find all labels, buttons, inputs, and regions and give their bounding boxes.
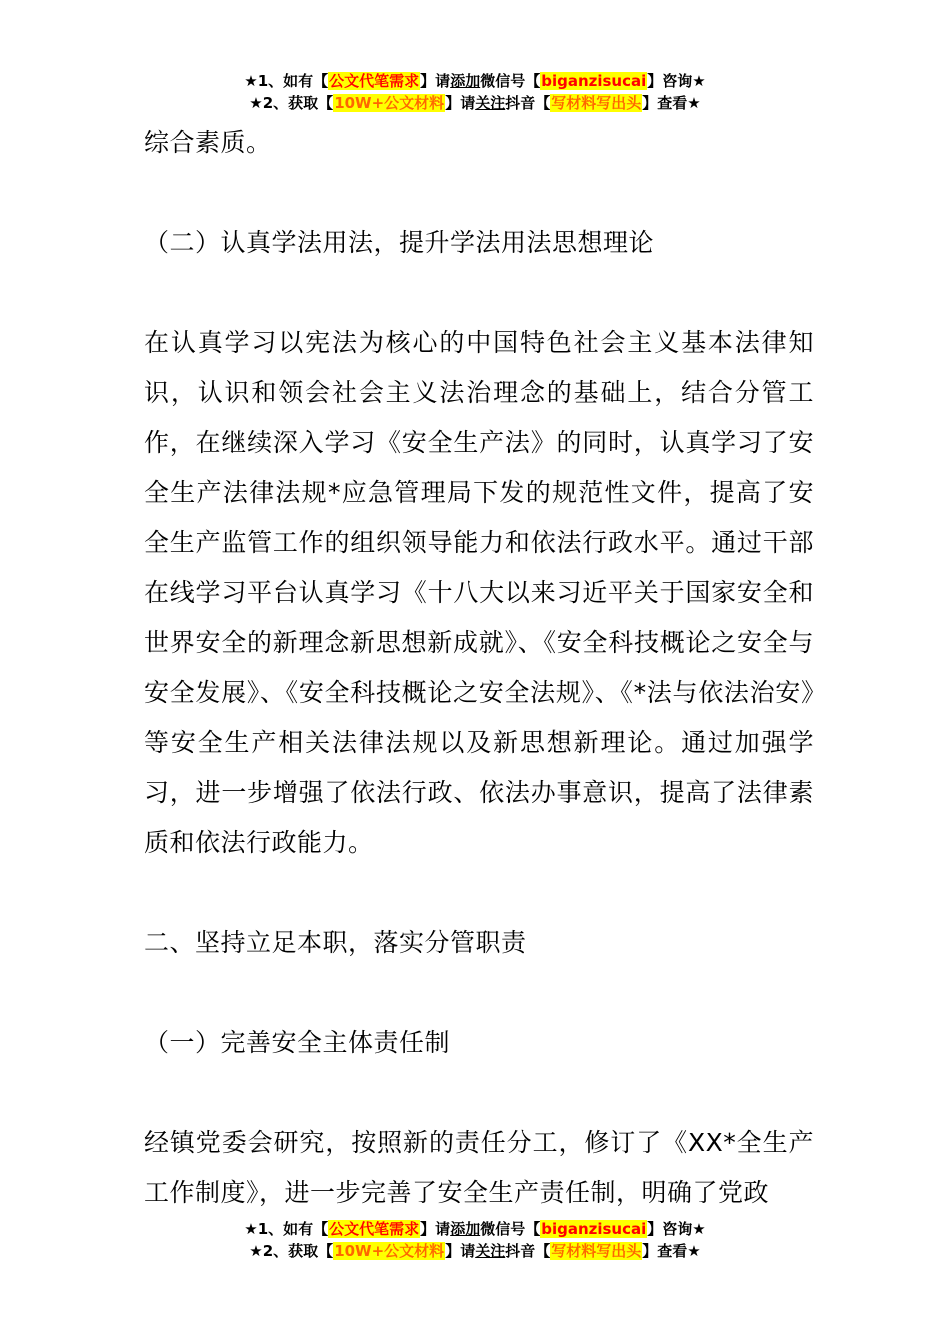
- section-heading: （一）完善安全主体责任制: [144, 1028, 451, 1057]
- banner-text: 】请: [445, 1242, 476, 1260]
- banner-highlight: 10W+公文材料: [334, 1242, 445, 1260]
- banner-line-1: [0, 70, 950, 92]
- spacer: [144, 1068, 814, 1118]
- banner-text: 】请: [420, 72, 451, 90]
- banner-text: ★2、获取【: [249, 94, 334, 112]
- banner-text: 】查看★: [642, 1242, 701, 1260]
- banner-text: 抖音【: [505, 94, 551, 112]
- header-banner: [0, 70, 950, 114]
- paragraph: 在认真学习以宪法为核心的中国特色社会主义基本法律知识，认识和领会社会主义法治理念的基础上，结合分管工作，在继续深入学习《安全生产法》的同时，认真学习了安全生产法律法规*应急管理局下发的规范性文件，提高了安全生产监管工作的组织领导能力和依法行政水平。通过干部在线学习平台认真学习《十八大以来习近平关于国家安全和世界安全的新理念新思想新成就》、《安全科技概论之安全与安全发展》、《安全科技概论之安全法规》、《*法与依法治安》等安全生产相关法律法规以及新思想新理论。通过加强学习，进一步增强了依法行政、依法办事意识，提高了法律素质和依法行政能力。: [144, 328, 814, 857]
- banner-line-1: [0, 1218, 950, 1240]
- banner-underline-text: 关注: [475, 94, 506, 112]
- banner-text: 】咨询★: [647, 72, 706, 90]
- banner-line-2: [0, 92, 950, 114]
- banner-text: 】请: [445, 94, 476, 112]
- banner-highlight: biganzisucai: [541, 72, 647, 90]
- banner-highlight: 10W+公文材料: [334, 94, 445, 112]
- banner-underline-text: 添加: [450, 72, 481, 90]
- banner-text: ★1、如有【: [244, 1220, 329, 1238]
- banner-highlight: 写材料写出头: [551, 94, 642, 112]
- footer-banner: [0, 1218, 950, 1262]
- banner-text: 微信号【: [480, 72, 541, 90]
- banner-text: 】请: [420, 1220, 451, 1238]
- spacer: [144, 168, 814, 218]
- spacer: [144, 868, 814, 918]
- banner-highlight: 公文代笔需求: [329, 72, 420, 90]
- banner-underline-text: 添加: [450, 1220, 481, 1238]
- document-body: [144, 118, 814, 1218]
- banner-text: ★2、获取【: [249, 1242, 334, 1260]
- banner-text: 抖音【: [505, 1242, 551, 1260]
- section-heading: （二）认真学法用法，提升学法用法思想理论: [144, 228, 655, 257]
- paragraph: 经镇党委会研究，按照新的责任分工，修订了《XX*全生产工作制度》，进一步完善了安全生产责任制，明确了党政: [144, 1128, 814, 1207]
- section-heading: 二、坚持立足本职，落实分管职责: [144, 928, 527, 957]
- banner-underline-text: 关注: [475, 1242, 506, 1260]
- banner-highlight: 写材料写出头: [551, 1242, 642, 1260]
- banner-highlight: biganzisucai: [541, 1220, 647, 1238]
- banner-line-2: [0, 1240, 950, 1262]
- spacer: [144, 268, 814, 318]
- paragraph: 综合素质。: [144, 128, 272, 157]
- banner-text: 】查看★: [642, 94, 701, 112]
- banner-text: 】咨询★: [647, 1220, 706, 1238]
- banner-text: ★1、如有【: [244, 72, 329, 90]
- spacer: [144, 968, 814, 1018]
- banner-highlight: 公文代笔需求: [329, 1220, 420, 1238]
- banner-text: 微信号【: [480, 1220, 541, 1238]
